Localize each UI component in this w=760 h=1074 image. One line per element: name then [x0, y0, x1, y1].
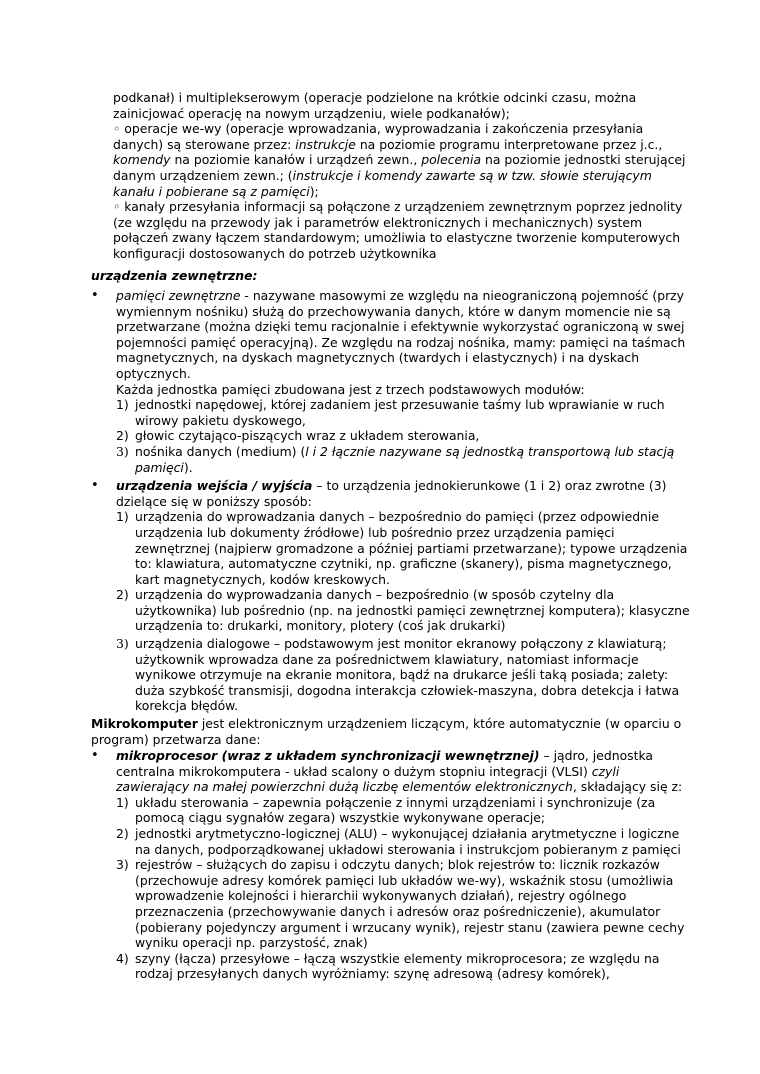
- list-item: 2) jednostki arytmetyczno-logicznej (ALU) – wykonującej działania arytmetyczne i logiczne na danych, podporządkowanej układowi sterowania i instrukcjom pobieranym z pamięci: [116, 825, 681, 857]
- list-item: 3) rejestrów – służących do zapisu i odczytu danych; blok rejestrów to: licznik rozkazów (przechowuje adresy komórek pamięci lub układów we-wy), wskaźnik stosu (umożliwia wprowadzenie kolejności i hierarchii wykonywanych działań), rejestry ogólnego przeznaczenia (przechowywanie danych i adresów oraz pośredniczenie), akumulator (pobierany pojedynczy argument i wrzucany wynik), rejestr stanu (zawiera pewne cechy wyniku operacji np. parzystość, znak): [116, 857, 685, 951]
- list-item: 2) urządzenia do wyprowadzania danych – bezpośrednio (w sposób czytelny dla użytkownika) lub pośrednio (np. na jednostki pamięci zewnętrznej komputera); klasyczne urządzenia to: drukarki, monitory, plotery (coś jak drukarki): [116, 587, 690, 634]
- bullet-microprocessor: [91, 748, 691, 982]
- list-item: 2) głowic czytająco-piszących wraz z układem sterowania,: [116, 428, 480, 444]
- list-item: 3) urządzenia dialogowe – podstawowym jest monitor ekranowy połączony z klawiaturą; użytkownik wprowadza dane za pośrednictwem klawiatury, natomiast informacje wynikowe otrzymuje na ekranie monitora, bądź na drukarce jeśli taką posiada; zalety: duża szybkość transmisji, dogodna interakcja człowiek-maszyna, dobra detekcja i łatwa korekcja błędów.: [116, 636, 680, 714]
- intro-paragraph-3: ◦ kanały przesyłania informacji są połączone z urządzeniem zewnętrznym poprzez jednolity (ze względu na przewody jak i parametrów elektronicznych i mechanicznych) system połączeń zwany łączem standardowym; umożliwia to elastyczne tworzenie komputerowych konfiguracji dostosowanych do potrzeb użytkownika: [113, 199, 683, 261]
- list-item: 1) układu sterowania – zapewnia połączenie z innymi urządzeniami i synchronizuje (za pomocą ciągu sygnałów zegara) wszystkie wykonywane operacje;: [116, 794, 656, 826]
- external-devices-list: [91, 288, 691, 714]
- bullet-icon: •: [91, 288, 99, 303]
- section-title-external-devices: urządzenia zewnętrzne:: [91, 268, 258, 283]
- io-devices-list: [116, 509, 691, 714]
- microprocessor-parts-list: [116, 795, 691, 982]
- bullet-io-devices: [91, 478, 691, 714]
- memory-modules-list: [116, 397, 691, 475]
- list-item: 4) szyny (łącza) przesyłowe – łączą wszystkie elementy mikroprocesora; ze względu na rodzaj przesyłanych danych wyróżniamy: szynę adresową (adresy komórek),: [116, 950, 660, 982]
- external-memory-modules-intro: Każda jednostka pamięci zbudowana jest z trzech podstawowych modułów:: [116, 381, 585, 397]
- microcomputer-list: [91, 748, 691, 982]
- bullet-icon: •: [91, 478, 99, 494]
- microprocessor-text: mikroprocesor (wraz z układem synchronizacji wewnętrznej) – jądro, jednostka centralna mikrokomputera - układ scalony o dużym stopniu integracji (VLSI) czyli zawierający na małej powierzchni dużą liczbę elementów elektronicznych, składający się z:: [116, 748, 683, 795]
- bullet-icon: •: [91, 748, 99, 763]
- list-item: 1) urządzenia do wprowadzania danych – bezpośrednio do pamięci (przez odpowiednie urządzenia lub dokumenty źródłowe) lub pośrednio przez urządzenia pamięci zewnętrznej (najpierw gromadzone a później partiami przetwarzane); typowe urządzenia to: klawiatura, automatyczne czytniki, np. graficzne (skanery), pisma magnetycznego, kart magnetycznych, kodów kreskowych.: [116, 509, 688, 587]
- list-item: 3) nośnika danych (medium) (l i 2 łącznie nazywane są jednostką transportową lub stacją pamięci).: [116, 443, 675, 475]
- intro-block: [113, 90, 693, 262]
- external-memory-text: pamięci zewnętrzne - nazywane masowymi ze względu na nieograniczoną pojemność (przy wymiennym nośniku) służą do przechowywania danych, które w danym momencie nie są przetwarzane (można dzięki temu racjonalnie i efektywnie wykorzystać ograniczoną w swej pojemności pamięć operacyjną). Ze względu na rodzaj nośnika, mamy: pamięci na taśmach magnetycznych, na dyskach magnetycznych (twardych i elastycznych) i na dyskach optycznych.: [116, 288, 686, 381]
- microcomputer-intro: Mikrokomputer jest elektronicznym urządzeniem liczącym, które automatycznie (w oparciu o program) przetwarza dane:: [91, 716, 682, 747]
- intro-line-1: podkanał) i multiplekserowym (operacje podzielone na krótkie odcinki czasu, można zainicjować operację na nowym urządzeniu, wiele podkanałów);: [113, 90, 637, 121]
- list-item: 1) jednostki napędowej, której zadaniem jest przesuwanie taśmy lub wprawianie w ruch wirowy pakietu dyskowego,: [116, 397, 665, 428]
- bullet-external-memory: [91, 288, 691, 475]
- intro-paragraph-2: ◦ operacje we-wy (operacje wprowadzania, wyprowadzania i zakończenia przesyłania danych) są sterowane przez: instrukcje na poziomie programu interpretowane przez j.c., komendy na poziomie kanałów i urządzeń zewn., polecenia na poziomie jednostki sterującej danym urządzeniem zewn.; (instrukcje i komendy zawarte są w tzw. słowie sterującym kanału i pobierane są z pamięci);: [113, 121, 686, 199]
- io-devices-text: urządzenia wejścia / wyjścia – to urządzenia jednokierunkowe (1 i 2) oraz zwrotne (3) dzielące się w poniższy sposób:: [116, 478, 667, 509]
